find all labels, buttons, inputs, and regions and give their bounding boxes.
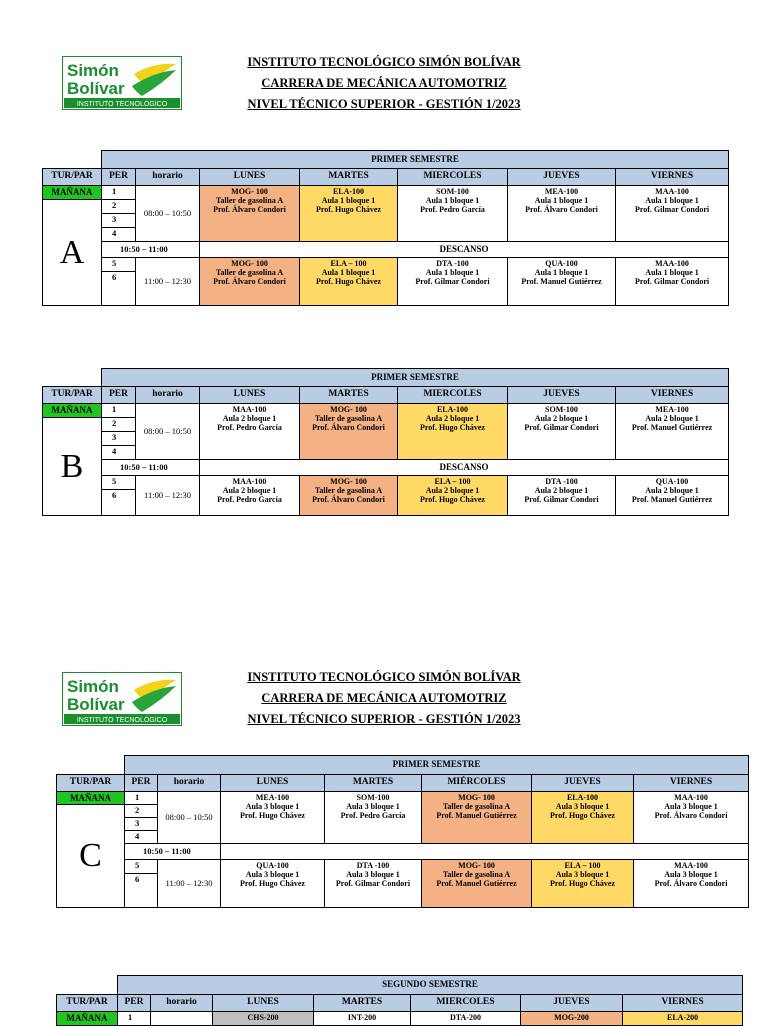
class-prof: Prof. Manuel Gutiérrez — [631, 495, 713, 504]
class-prof: Prof. Hugo Chávez — [550, 811, 615, 820]
class-code: MAA-100 — [232, 477, 267, 486]
class-prof: Prof. Hugo Chávez — [420, 495, 485, 504]
class-cell — [398, 186, 508, 242]
col-viernes: VIERNES — [616, 169, 729, 186]
class-code: ELA-200 — [666, 1013, 699, 1022]
class-code: MEA-100 — [544, 187, 579, 196]
class-room: Taller de gasolina A — [442, 870, 511, 879]
class-cell — [411, 1012, 521, 1026]
class-code: ELA – 100 — [564, 861, 601, 870]
class-cell — [200, 186, 300, 242]
class-prof: Prof. Manuel Gutiérrez — [521, 277, 602, 286]
class-cell — [200, 476, 300, 516]
class-prof: Prof. Gilmar Condori — [524, 495, 599, 504]
class-room: Aula 1 bloque 1 — [534, 196, 589, 205]
class-prof: Prof. Hugo Chávez — [550, 879, 615, 888]
col-lunes: LUNES — [213, 995, 314, 1012]
class-cell — [300, 476, 398, 516]
col-per: PER — [102, 387, 136, 404]
col-jueves: JUEVES — [532, 775, 634, 792]
col-lunes: LUNES — [200, 387, 300, 404]
period-3: 3 — [102, 214, 136, 228]
class-prof: Prof. Álvaro Condori — [312, 495, 385, 504]
class-room: Taller de gasolina A — [442, 802, 511, 811]
class-code: ELA-100 — [566, 793, 599, 802]
col-viernes: VIERNES — [623, 995, 743, 1012]
time-late: 11:00 – 12:30 — [136, 476, 200, 516]
col-lunes: LUNES — [200, 169, 300, 186]
class-room: Aula 1 bloque 1 — [425, 268, 480, 277]
col-miercoles: MIERCOLES — [411, 995, 521, 1012]
class-cell — [532, 792, 634, 844]
class-prof: Prof. Manuel Gutiérrez — [631, 423, 713, 432]
col-turpar: TUR/PAR — [43, 169, 102, 186]
period-5: 5 — [102, 476, 136, 490]
period-2: 2 — [125, 805, 158, 818]
class-code: QUA-100 — [655, 477, 689, 486]
class-code: DTA -100 — [436, 259, 469, 268]
class-prof: Prof. Pedro García — [217, 495, 282, 504]
class-room: Aula 2 bloque 1 — [425, 414, 480, 423]
class-cell — [532, 860, 634, 908]
class-code: SOM-100 — [436, 187, 469, 196]
svg-text:Bolívar: Bolívar — [67, 695, 125, 714]
turn-label: MAÑANA — [43, 186, 102, 200]
col-jueves: JUEVES — [521, 995, 623, 1012]
class-room: Taller de gasolina A — [215, 268, 284, 277]
col-viernes: VIERNES — [616, 387, 729, 404]
class-prof: Prof. Hugo Chávez — [240, 879, 305, 888]
semester-header: PRIMER SEMESTRE — [102, 369, 729, 387]
class-cell — [616, 258, 729, 306]
class-cell — [508, 404, 616, 460]
svg-text:Simón: Simón — [67, 677, 119, 696]
class-code: MEA-100 — [255, 793, 290, 802]
col-jueves: JUEVES — [508, 387, 616, 404]
svg-text:Simón: Simón — [67, 61, 119, 80]
class-room: Aula 3 bloque 1 — [346, 870, 400, 879]
class-cell — [398, 476, 508, 516]
period-1: 1 — [102, 186, 136, 200]
institute-logo — [62, 672, 182, 726]
schedule-table-a — [42, 150, 729, 306]
period-1: 1 — [125, 792, 158, 805]
period-3: 3 — [125, 818, 158, 831]
class-prof: Prof. Gilmar Condori — [634, 277, 710, 286]
col-horario: horario — [158, 775, 221, 792]
period-6: 6 — [102, 490, 136, 516]
group-letter: C — [57, 805, 125, 908]
class-code: MAA-100 — [674, 793, 708, 802]
career-title: CARRERA DE MECÁNICA AUTOMOTRIZ — [261, 691, 507, 705]
class-cell — [508, 476, 616, 516]
class-room: Aula 3 bloque 1 — [245, 870, 300, 879]
time-morning: 08:00 – 10:50 — [136, 404, 200, 460]
class-code: QUA-100 — [545, 259, 578, 268]
level-title: NIVEL TÉCNICO SUPERIOR - GESTIÓN 1/2023 — [247, 712, 521, 726]
class-prof: Prof. Hugo Chávez — [316, 277, 381, 286]
class-cell — [221, 792, 325, 844]
class-room: Taller de gasolina A — [215, 196, 284, 205]
class-cell — [634, 792, 749, 844]
col-horario: horario — [136, 387, 200, 404]
class-room: Aula 3 bloque 1 — [664, 802, 718, 811]
class-prof: Prof. Manuel Gutiérrez — [436, 879, 517, 888]
institute-logo — [62, 56, 182, 110]
class-code: MOG-200 — [554, 1013, 589, 1022]
svg-text:INSTITUTO TECNOLÓGICO: INSTITUTO TECNOLÓGICO — [76, 717, 168, 724]
class-room: Aula 2 bloque 1 — [645, 414, 699, 423]
class-cell — [398, 404, 508, 460]
class-cell — [314, 1012, 411, 1026]
semester-header: PRIMER SEMESTRE — [125, 756, 749, 775]
schedule-table-b — [42, 368, 729, 516]
class-room: Taller de gasolina A — [314, 486, 383, 495]
time-cell — [151, 1012, 213, 1026]
class-code: MOG- 100 — [458, 793, 495, 802]
class-code: MAA-100 — [232, 405, 267, 414]
class-room: Aula 1 bloque 1 — [321, 268, 376, 277]
class-cell — [300, 186, 398, 242]
class-prof: Prof. Hugo Chávez — [316, 205, 381, 214]
time-late: 11:00 – 12:30 — [158, 860, 221, 908]
document-header — [200, 667, 568, 730]
class-cell — [325, 860, 422, 908]
class-code: ELA-100 — [332, 187, 365, 196]
class-room: Aula 1 bloque 1 — [645, 268, 699, 277]
class-code: ELA-100 — [436, 405, 469, 414]
class-room: Taller de gasolina A — [314, 414, 383, 423]
col-martes: MARTES — [300, 387, 398, 404]
class-cell — [300, 258, 398, 306]
col-per: PER — [118, 995, 151, 1012]
col-turpar: TUR/PAR — [57, 995, 118, 1012]
break-blank — [221, 844, 749, 860]
semester-header: SEGUNDO SEMESTRE — [118, 976, 743, 995]
class-cell — [200, 258, 300, 306]
col-miercoles: MIÉRCOLES — [422, 775, 532, 792]
semester-header: PRIMER SEMESTRE — [102, 151, 729, 169]
break-time: 10:50 – 11:00 — [125, 844, 221, 860]
class-room: Aula 3 bloque 1 — [664, 870, 718, 879]
class-prof: Prof. Álvaro Condori — [213, 205, 286, 214]
class-prof: Prof. Pedro García — [217, 423, 282, 432]
class-cell — [623, 1012, 743, 1026]
col-per: PER — [125, 775, 158, 792]
class-prof: Prof. Gilmar Condori — [524, 423, 599, 432]
class-room: Aula 3 bloque 1 — [555, 802, 610, 811]
class-prof: Prof. Gilmar Condori — [415, 277, 490, 286]
class-room: Aula 3 bloque 1 — [346, 802, 400, 811]
col-horario: horario — [136, 169, 200, 186]
class-room: Aula 2 bloque 1 — [222, 414, 277, 423]
class-cell — [422, 792, 532, 844]
class-room: Aula 3 bloque 1 — [245, 802, 300, 811]
break-time: 10:50 – 11:00 — [102, 242, 200, 258]
class-prof: Prof. Manuel Gutiérrez — [436, 811, 517, 820]
col-martes: MARTES — [325, 775, 422, 792]
period-5: 5 — [125, 860, 158, 874]
class-cell — [300, 404, 398, 460]
period-6: 6 — [125, 874, 158, 908]
class-code: MAA-100 — [674, 861, 708, 870]
class-room: Aula 2 bloque 1 — [425, 486, 480, 495]
class-room: Aula 1 bloque 1 — [645, 196, 699, 205]
period-3: 3 — [102, 432, 136, 446]
class-prof: Prof. Pedro García — [420, 205, 485, 214]
class-cell — [634, 860, 749, 908]
class-code: DTA-200 — [450, 1013, 481, 1022]
class-code: MOG- 100 — [231, 187, 268, 196]
schedule-table-d — [56, 975, 743, 1026]
class-room: Aula 2 bloque 1 — [645, 486, 699, 495]
class-prof: Prof. Gilmar Condori — [335, 879, 411, 888]
class-prof: Prof. Álvaro Condori — [654, 811, 728, 820]
svg-text:Bolívar: Bolívar — [67, 79, 125, 98]
col-turpar: TUR/PAR — [57, 775, 125, 792]
turn-label: MAÑANA — [57, 792, 125, 805]
career-title: CARRERA DE MECÁNICA AUTOMOTRIZ — [261, 76, 507, 90]
col-miercoles: MIERCOLES — [398, 169, 508, 186]
group-letter: A — [43, 200, 102, 306]
institute-title: INSTITUTO TECNOLÓGICO SIMÓN BOLÍVAR — [247, 55, 521, 69]
period-6: 6 — [102, 272, 136, 306]
class-code: INT-200 — [347, 1013, 377, 1022]
class-room: Aula 1 bloque 1 — [425, 196, 480, 205]
class-code: MOG- 100 — [330, 477, 367, 486]
class-code: DTA -100 — [356, 861, 390, 870]
class-cell — [508, 186, 616, 242]
class-code: MAA-100 — [655, 259, 689, 268]
class-prof: Prof. Hugo Chávez — [420, 423, 485, 432]
col-turpar: TUR/PAR — [43, 387, 102, 404]
class-code: DTA -100 — [545, 477, 578, 486]
turn-label: MAÑANA — [43, 404, 102, 418]
time-late: 11:00 – 12:30 — [136, 258, 200, 306]
class-room: Aula 2 bloque 1 — [534, 486, 589, 495]
class-code: MOG- 100 — [330, 405, 367, 414]
period-4: 4 — [125, 831, 158, 844]
class-cell — [213, 1012, 314, 1026]
period-1: 1 — [102, 404, 136, 418]
class-cell — [398, 258, 508, 306]
col-jueves: JUEVES — [508, 169, 616, 186]
period-4: 4 — [102, 446, 136, 460]
class-code: MOG- 100 — [231, 259, 268, 268]
document-header — [200, 52, 568, 115]
class-code: MOG- 100 — [458, 861, 495, 870]
period-2: 2 — [102, 200, 136, 214]
class-code: ELA – 100 — [434, 477, 471, 486]
class-code: ELA – 100 — [330, 259, 367, 268]
break-label: DESCANSO — [200, 460, 729, 476]
col-miercoles: MIERCOLES — [398, 387, 508, 404]
class-code: QUA-100 — [256, 861, 289, 870]
col-lunes: LUNES — [221, 775, 325, 792]
time-morning: 08:00 – 10:50 — [136, 186, 200, 242]
class-cell — [616, 186, 729, 242]
period-1: 1 — [118, 1012, 151, 1026]
col-martes: MARTES — [314, 995, 411, 1012]
class-code: SOM-100 — [356, 793, 390, 802]
svg-text:INSTITUTO TECNOLÓGICO: INSTITUTO TECNOLÓGICO — [76, 101, 168, 108]
class-prof: Prof. Álvaro Condori — [525, 205, 598, 214]
col-per: PER — [102, 169, 136, 186]
class-prof: Prof. Gilmar Condori — [634, 205, 710, 214]
turn-label: MAÑANA — [57, 1012, 118, 1026]
level-title: NIVEL TÉCNICO SUPERIOR - GESTIÓN 1/2023 — [247, 97, 521, 111]
class-room: Aula 2 bloque 1 — [222, 486, 277, 495]
class-cell — [221, 860, 325, 908]
time-morning: 08:00 – 10:50 — [158, 792, 221, 844]
group-letter: B — [43, 418, 102, 516]
class-cell — [422, 860, 532, 908]
class-cell — [616, 476, 729, 516]
class-prof: Prof. Pedro García — [340, 811, 406, 820]
period-5: 5 — [102, 258, 136, 272]
col-viernes: VIERNES — [634, 775, 749, 792]
period-4: 4 — [102, 228, 136, 242]
col-martes: MARTES — [300, 169, 398, 186]
class-room: Aula 1 bloque 1 — [534, 268, 589, 277]
class-prof: Prof. Álvaro Condori — [213, 277, 286, 286]
class-prof: Prof. Álvaro Condori — [312, 423, 385, 432]
class-code: MAA-100 — [655, 187, 689, 196]
class-room: Aula 2 bloque 1 — [534, 414, 589, 423]
class-prof: Prof. Álvaro Condori — [654, 879, 728, 888]
class-code: SOM-100 — [545, 405, 578, 414]
period-2: 2 — [102, 418, 136, 432]
class-code: CHS-200 — [247, 1013, 279, 1022]
institute-title: INSTITUTO TECNOLÓGICO SIMÓN BOLÍVAR — [247, 670, 521, 684]
class-cell — [521, 1012, 623, 1026]
class-room: Aula 1 bloque 1 — [321, 196, 376, 205]
break-time: 10:50 – 11:00 — [102, 460, 200, 476]
class-prof: Prof. Hugo Chávez — [240, 811, 305, 820]
col-horario: horario — [151, 995, 213, 1012]
break-label: DESCANSO — [200, 242, 729, 258]
class-code: MEA-100 — [655, 405, 689, 414]
class-room: Aula 3 bloque 1 — [555, 870, 610, 879]
class-cell — [325, 792, 422, 844]
class-cell — [508, 258, 616, 306]
class-cell — [200, 404, 300, 460]
class-cell — [616, 404, 729, 460]
schedule-table-c — [56, 755, 749, 908]
